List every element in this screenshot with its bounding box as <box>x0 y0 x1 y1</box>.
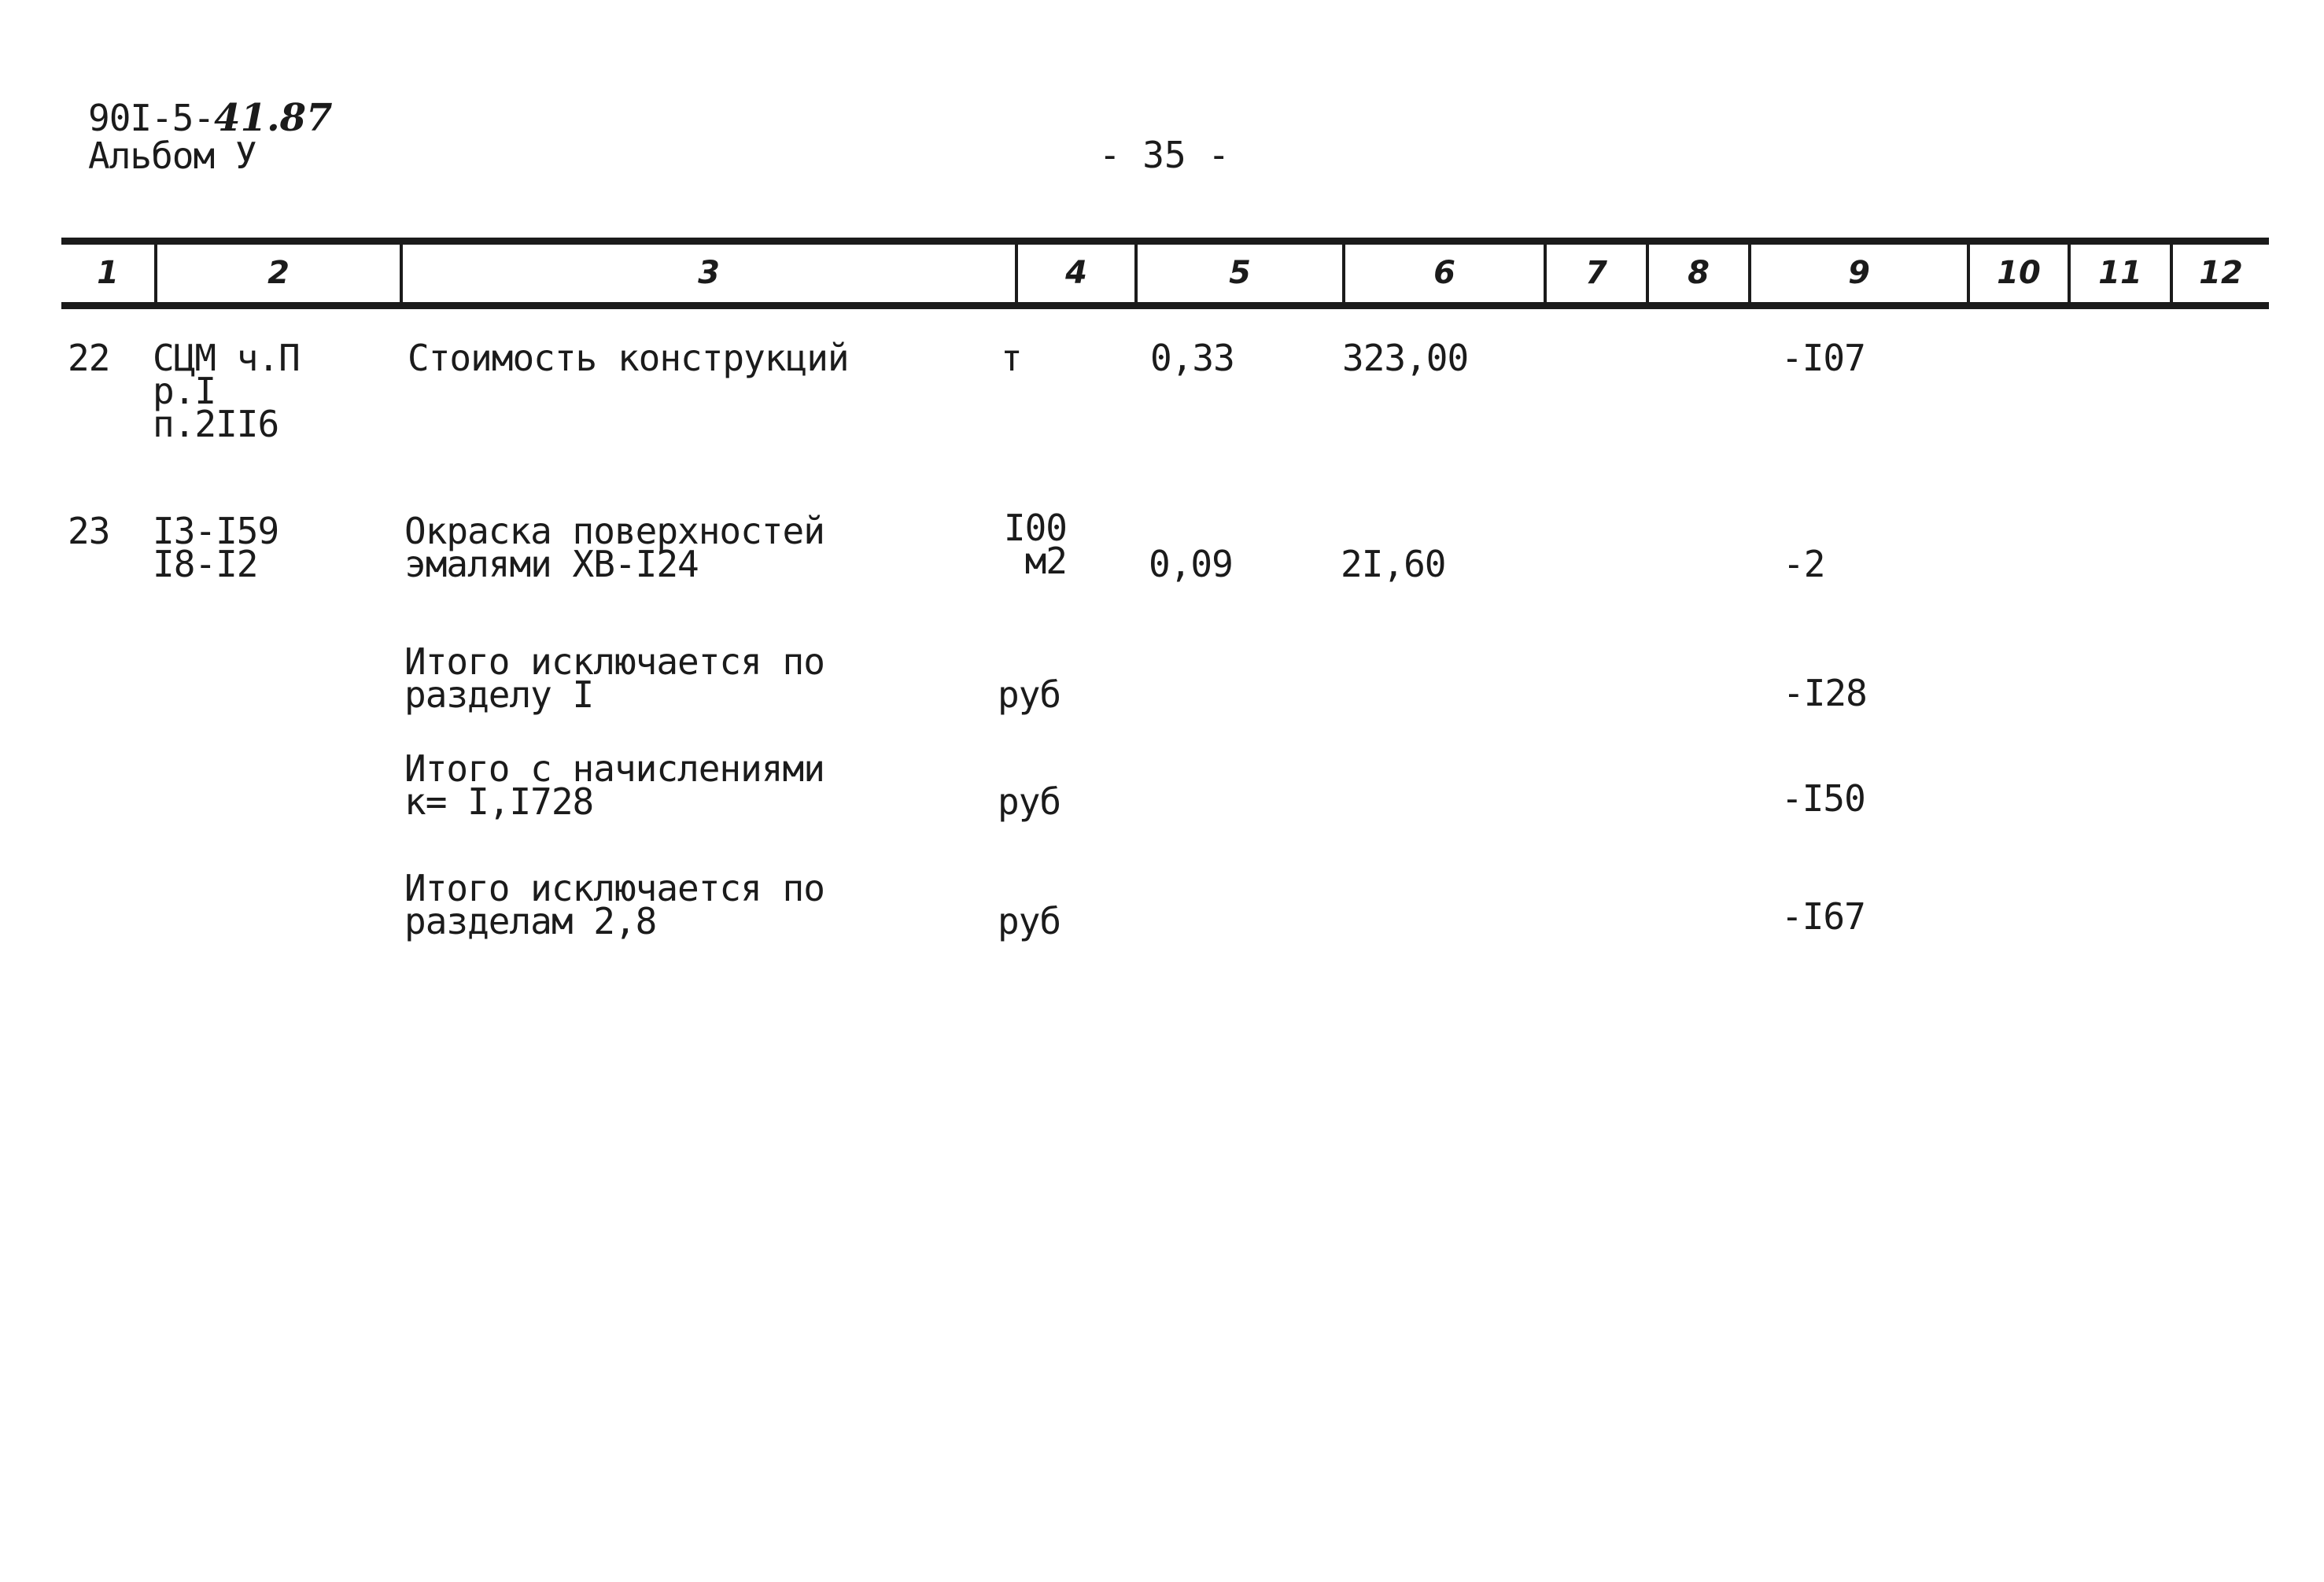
summary-description-line: разделам 2,8 <box>404 900 657 942</box>
summary-description-line: Итого исключается по <box>404 640 824 683</box>
summary-total: -I50 <box>1781 777 1865 820</box>
work-description <box>408 337 849 379</box>
norm-reference-line: СЦМ ч.П <box>153 337 300 379</box>
document-code <box>88 96 333 140</box>
summary-description-line: разделу I <box>404 673 594 716</box>
norm-reference-line: р.I <box>153 370 216 412</box>
column-number: 12 <box>2199 255 2243 291</box>
unit-price: 2I,60 <box>1341 543 1446 585</box>
summary-description-line: Итого исключается по <box>404 867 824 909</box>
norm-reference-line: п.2II6 <box>153 403 279 445</box>
norm-reference <box>153 337 300 445</box>
column-number: 8 <box>1688 255 1710 291</box>
summary-description <box>404 867 824 942</box>
unit-line: I00 <box>1003 507 1067 549</box>
table-header-bottom-rule <box>61 302 2269 309</box>
column-number: 2 <box>267 255 290 291</box>
unit <box>976 507 1067 582</box>
column-number: 5 <box>1229 255 1251 291</box>
summary-unit: руб <box>998 900 1061 942</box>
work-description-line: Стоимость конструкций <box>408 337 849 379</box>
work-description <box>404 510 824 585</box>
work-description-line: эмалями ХВ-I24 <box>404 543 699 585</box>
summary-total: -I28 <box>1783 672 1867 714</box>
column-number: 9 <box>1848 255 1870 291</box>
summary-description-line: к= I,I728 <box>404 780 594 823</box>
total-amount: -2 <box>1783 543 1825 585</box>
column-number: 3 <box>698 255 720 291</box>
row-number: 22 <box>68 337 110 379</box>
column-number: 11 <box>2098 255 2142 291</box>
unit <box>1001 337 1022 379</box>
summary-description-line: Итого с начислениями <box>404 747 824 790</box>
summary-unit: руб <box>998 673 1061 716</box>
row-number: 23 <box>68 510 110 552</box>
document-code-handwritten: 41.87 <box>214 96 333 140</box>
document-code-printed: 90I-5- <box>88 97 215 139</box>
summary-description <box>404 747 824 823</box>
summary-description <box>404 640 824 716</box>
norm-reference-line: I8-I2 <box>153 543 258 585</box>
quantity: 0,33 <box>1150 337 1234 379</box>
column-number: 6 <box>1433 255 1455 291</box>
unit-line: т <box>1001 337 1022 379</box>
album-label: Альбом У <box>88 135 256 177</box>
quantity: 0,09 <box>1149 543 1233 585</box>
summary-unit: руб <box>998 780 1061 823</box>
unit-price: 323,00 <box>1342 337 1469 379</box>
column-number: 7 <box>1585 255 1607 291</box>
total-amount: -I07 <box>1781 337 1865 379</box>
work-description-line: Окраска поверхностей <box>404 510 824 552</box>
column-number: 1 <box>97 255 119 291</box>
page-number: - 35 - <box>1098 134 1230 176</box>
table-header-top-rule <box>61 238 2269 245</box>
norm-reference-line: I3-I59 <box>153 510 279 552</box>
column-number: 4 <box>1065 255 1087 291</box>
unit-line: м2 <box>1024 540 1067 582</box>
summary-total: -I67 <box>1781 895 1865 938</box>
column-number: 10 <box>1997 255 2041 291</box>
norm-reference <box>153 510 279 585</box>
